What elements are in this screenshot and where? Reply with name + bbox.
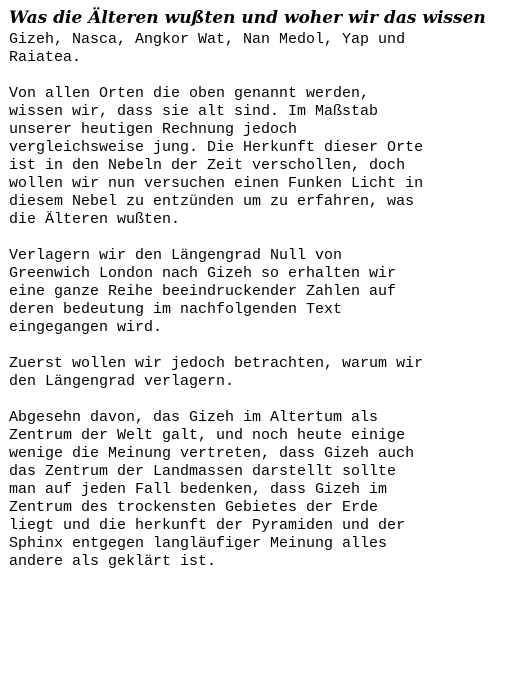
paragraph-reason: Zuerst wollen wir jedoch betrachten, warum wir den Längengrad verlagern. — [9, 355, 424, 390]
paragraph-age: Von allen Orten die oben genannt werden, wissen wir, dass sie alt sind. Im Maßstab unserer heutigen Rechnung jedoch vergleichsweise jung. Die Herkunft dieser Orte ist in den Nebeln der Zeit verschollen, doch wollen wir nun versuchen einen Funken Licht in diesem Nebel zu entzünden um zu erfahren, was die Älteren wußten. — [9, 85, 424, 228]
paragraph-meridian: Verlagern wir den Längengrad Null von Greenwich London nach Gizeh so erhalten wir eine ganze Reihe beeindruckender Zahlen auf deren bedeutung im nachfolgenden Text eingegangen wird. — [9, 247, 397, 336]
paragraph-places: Gizeh, Nasca, Angkor Wat, Nan Medol, Yap und Raiatea. — [9, 31, 406, 66]
document-page — [9, 8, 499, 589]
paragraph-center: Abgesehn davon, das Gizeh im Altertum als Zentrum der Welt galt, und noch heute einige wenige die Meinung vertreten, dass Gizeh auch das Zentrum der Landmassen darstellt sollte man auf jeden Fall bedenken, dass Gizeh im Zentrum des trockensten Gebietes der Erde liegt und die herkunft der Pyramiden und der Sphinx entgegen langläufiger Meinung alles andere als geklärt ist. — [9, 409, 415, 570]
document-title: Was die Älteren wußten und woher wir das wissen — [9, 8, 486, 28]
